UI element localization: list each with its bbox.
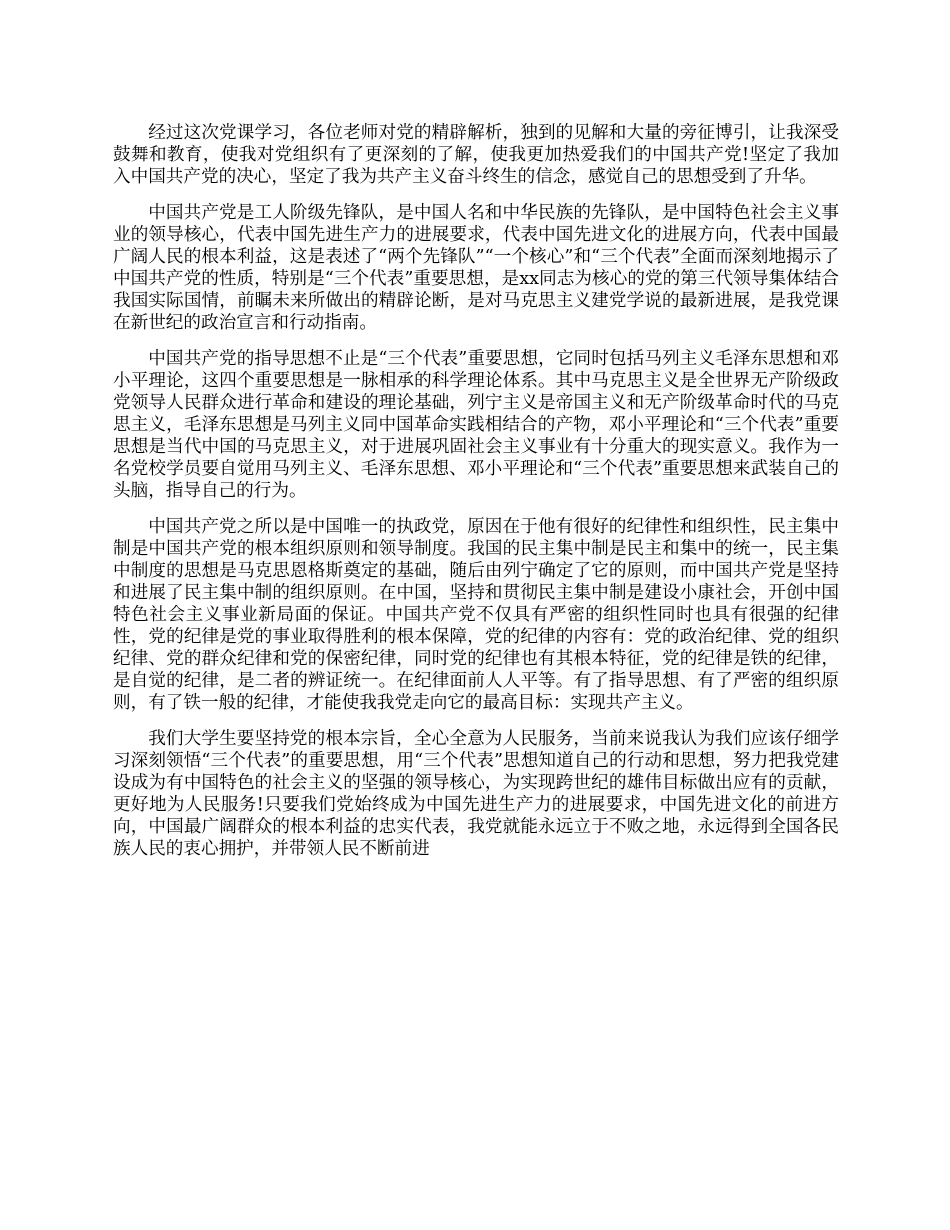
paragraph-1: 经过这次党课学习，各位老师对党的精辟解析，独到的见解和大量的旁征博引，让我深受鼓舞和教育，使我对党组织有了更深刻的了解，使我更加热爱我们的中国共产党!坚定了我加入中国共产党的决心，坚定了我为共产主义奋斗终生的信念，感觉自己的思想受到了升华。 [113,123,839,187]
paragraph-4: 中国共产党之所以是中国唯一的执政党，原因在于他有很好的纪律性和组织性，民主集中制是中国共产党的根本组织原则和领导制度。我国的民主集中制是民主和集中的统一，民主集中制度的思想是马克思恩格斯奠定的基础，随后由列宁确定了它的原则，而中国共产党是坚持和进展了民主集中制的组织原则。在中国，坚持和贯彻民主集中制是建设小康社会，开创中国特色社会主义事业新局面的保证。中国共产党不仅具有严密的组织性同时也具有很强的纪律性，党的纪律是党的事业取得胜利的根本保障，党的纪律的内容有：党的政治纪律、党的组织纪律、党的群众纪律和党的保密纪律，同时党的纪律也有其根本特征，党的纪律是铁的纪律，是自觉的纪律，是二者的辨证统一。在纪律面前人人平等。有了指导思想、有了严密的组织原则，有了铁一般的纪律，才能使我我党走向它的最高目标：实现共产主义。 [113,517,839,713]
paragraph-5: 我们大学生要坚持党的根本宗旨，全心全意为人民服务，当前来说我认为我们应该仔细学习深刻领悟“三个代表”的重要思想，用“三个代表”思想知道自己的行动和思想，努力把我党建设成为有中国特色的社会主义的坚强的领导核心，为实现跨世纪的雄伟目标做出应有的贡献，更好地为人民服务!只要我们党始终成为中国先进生产力的进展要求，中国先进文化的前进方向，中国最广阔群众的根本利益的忠实代表，我党就能永远立于不败之地，永远得到全国各民族人民的衷心拥护，并带领人民不断前进 [113,729,839,859]
document-body [113,122,839,874]
paragraph-3: 中国共产党的指导思想不止是“三个代表”重要思想，它同时包括马列主义毛泽东思想和邓小平理论，这四个重要思想是一脉相承的科学理论体系。其中马克思主义是全世界无产阶级政党领导人民群众进行革命和建设的理论基础，列宁主义是帝国主义和无产阶级革命时代的马克思主义，毛泽东思想是马列主义同中国革命实践相结合的产物，邓小平理论和“三个代表”重要思想是当代中国的马克思主义，对于进展巩固社会主义事业有十分重大的现实意义。我作为一名党校学员要自觉用马列主义、毛泽东思想、邓小平理论和“三个代表”重要思想来武装自己的头脑，指导自己的行为。 [113,349,839,501]
paragraph-2: 中国共产党是工人阶级先锋队，是中国人名和中华民族的先锋队，是中国特色社会主义事业的领导核心，代表中国先进生产力的进展要求，代表中国先进文化的进展方向，代表中国最广阔人民的根本利益，这是表述了“两个先锋队”“一个核心”和“三个代表”全面而深刻地揭示了中国共产党的性质，特别是“三个代表”重要思想，是xx同志为核心的党的第三代领导集体结合我国实际国情，前瞩未来所做出的精辟论断，是对马克思主义建党学说的最新进展，是我党课在新世纪的政治宣言和行动指南。 [113,203,839,333]
